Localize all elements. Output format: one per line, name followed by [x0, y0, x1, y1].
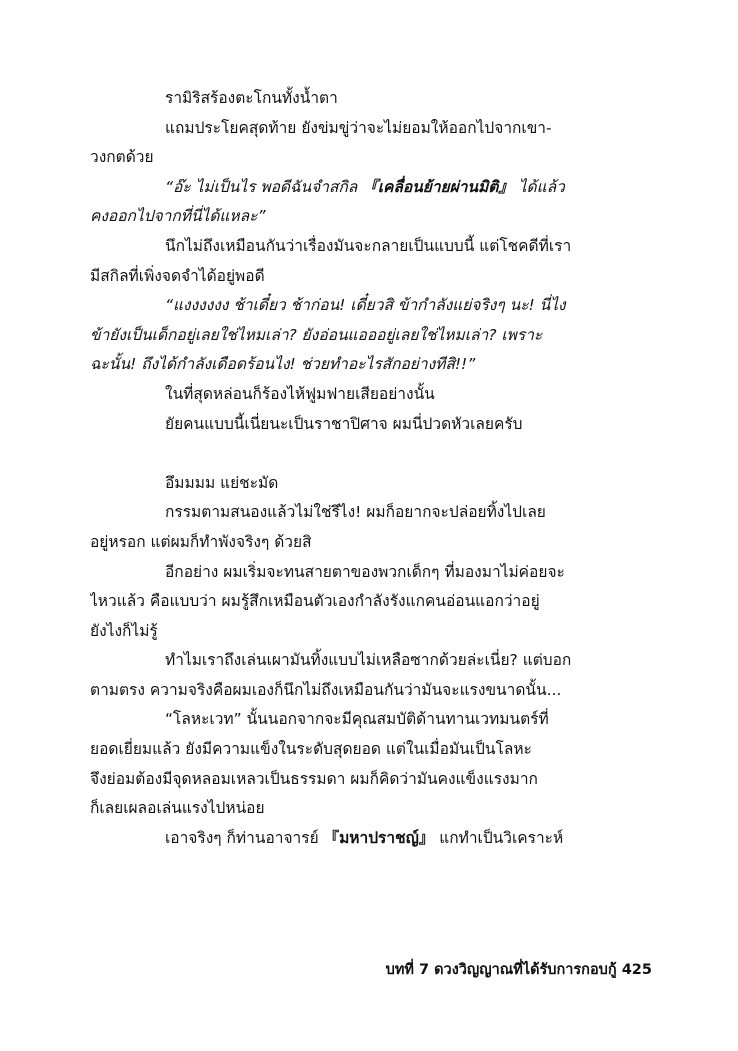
- text-line: แถมประโยคสุดท้าย ยังข่มขู่ว่าจะไม่ยอมให้ออกไปจากเขา-: [165, 118, 552, 137]
- text-line: ตามตรง ความจริงคือผมเองก็นึกไม่ถึงเหมือนกันว่ามันจะแรงขนาดนั้น...: [90, 680, 562, 699]
- text-line: อึมมมม แย่ชะมัด: [165, 473, 279, 492]
- text-line: ก็เลยเผลอเล่นแรงไปหน่อย: [90, 799, 265, 818]
- body-text: [90, 84, 652, 853]
- dialogue-text: “อ๊ะ ไม่เป็นไร พอดีฉันจำสกิล: [165, 177, 363, 196]
- text-line: “โลหะเวท” นั้นนอกจากจะมีคุณสมบัติด้านทานเวทมนตร์ที่: [165, 710, 549, 729]
- text-line: ไหวแล้ว คือแบบว่า ผมรู้สึกเหมือนตัวเองกำลังรังแกคนอ่อนแอกว่าอยู่: [90, 592, 540, 611]
- text-line: [90, 824, 652, 854]
- text-line: รามิริสร้องตะโกนทั้งน้ำตา: [165, 89, 338, 107]
- text-line: ทำไมเราถึงเล่นเผามันทิ้งแบบไม่เหลือซากด้วยล่ะเนี่ย? แต่บอก: [165, 651, 572, 670]
- text-line: ยัยคนแบบนี้เนี่ยนะเป็นราชาปิศาจ ผมนี่ปวดหัวเลยครับ: [165, 414, 523, 433]
- page-footer: [90, 958, 652, 981]
- text-line: มีสกิลที่เพิ่งจดจำได้อยู่พอดี: [90, 266, 265, 285]
- dialogue-line: ฉะนั้น! ถึงได้กำลังเดือดร้อนไง! ช่วยทำอะไรสักอย่างทีสิ!!”: [90, 355, 476, 374]
- text-line: ยอดเยี่ยมแล้ว ยังมีความแข็งในระดับสุดยอด แต่ในเมื่อมันเป็นโลหะ: [90, 740, 532, 759]
- dialogue-line: คงออกไปจากที่นี่ได้แหละ”: [90, 207, 266, 226]
- dialogue-line: [90, 173, 652, 203]
- dialogue-line: ข้ายังเป็นเด็กอยู่เลยใช่ไหมเล่า? ยังอ่อนแอออยู่เลยใช่ไหมเล่า? เพราะ: [90, 325, 543, 344]
- text-segment: แกทำเป็นวิเคราะห์: [434, 828, 564, 847]
- text-line: ในที่สุดหล่อนก็ร้องไห้ฟูมฟายเสียอย่างนั้น: [165, 384, 435, 403]
- paragraph-gap: [90, 439, 652, 469]
- dialogue-text: ได้แล้ว: [513, 177, 565, 196]
- chapter-label: บทที่ 7 ดวงวิญญาณที่ได้รับการกอบกู้: [385, 962, 617, 978]
- text-segment: เอาจริงๆ ก็ท่านอาจารย์: [165, 828, 324, 847]
- text-line: นึกไม่ถึงเหมือนกันว่าเรื่องมันจะกลายเป็นแบบนี้ แต่โชคดีที่เรา: [165, 236, 572, 255]
- dialogue-line: “แงงงงงง ช้าเดี๋ยว ช้าก่อน! เดี๋ยวสิ ข้ากำลังแย่จริงๆ นะ! นี่ไง: [165, 296, 566, 315]
- text-line: อีกอย่าง ผมเริ่มจะทนสายตาของพวกเด็กๆ ที่มองมาไม่ค่อยจะ: [165, 562, 565, 581]
- text-line: ยังไงก็ไม่รู้: [90, 621, 158, 640]
- text-line: จึงย่อมต้องมีจุดหลอมเหลวเป็นธรรมดา ผมก็คิดว่ามันคงแข็งแรงมาก: [90, 769, 538, 788]
- text-line: อยู่หรอก แต่ผมก็ทำพังจริงๆ ด้วยสิ: [90, 532, 312, 551]
- text-line: กรรมตามสนองแล้วไม่ใช่รึไง! ผมก็อยากจะปล่อยทิ้งไปเลย: [165, 503, 546, 522]
- text-line: วงกตด้วย: [90, 148, 154, 167]
- skill-name: 『เคลื่อนย้ายผ่านมิติ』: [362, 177, 514, 196]
- page-number: 425: [621, 962, 652, 978]
- title-name: 『มหาปราชญ์』: [323, 828, 435, 847]
